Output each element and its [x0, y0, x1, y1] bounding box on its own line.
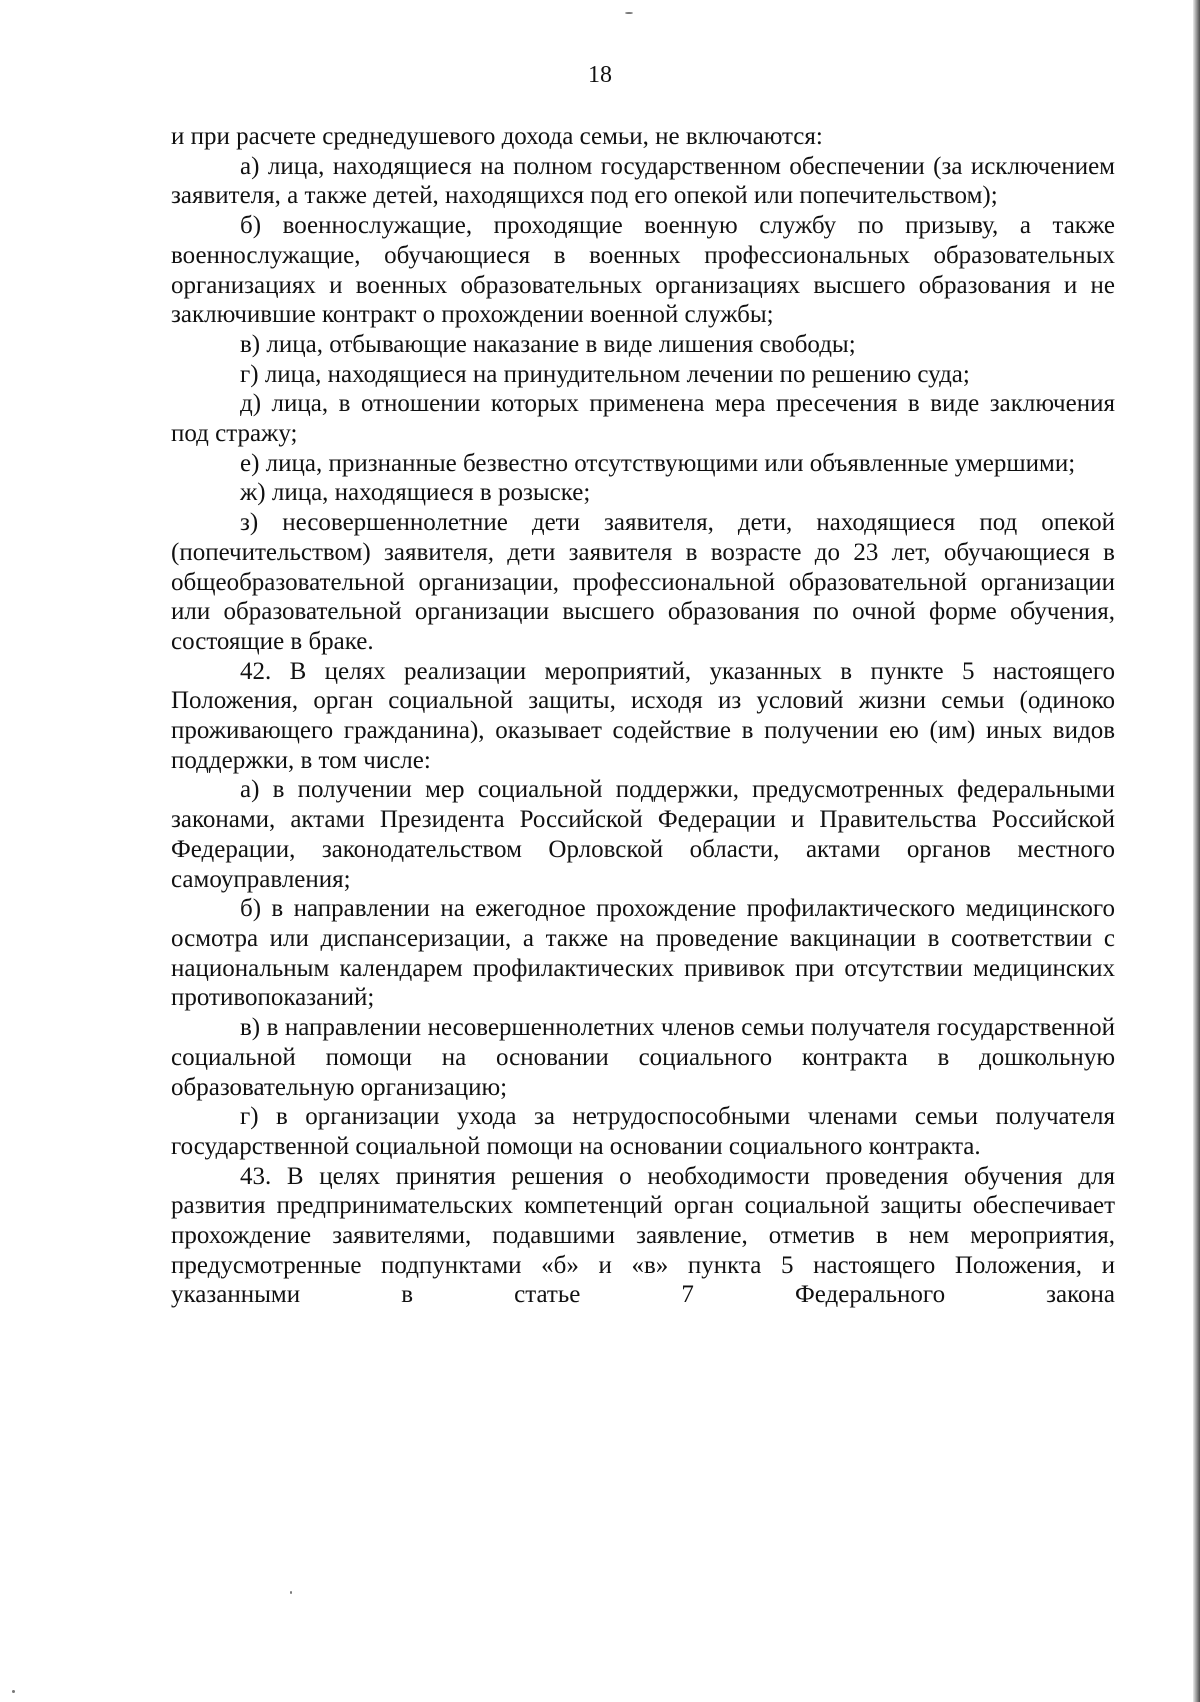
paragraph-42-item-b: б) в направлении на ежегодное прохождение профилактического медицинского осмотра или диспансеризации, а также на проведение вакцинации в соответствии с национальным календарем профилактических прививок при отсутствии медицинских противопоказаний; — [171, 895, 1115, 1012]
paragraph-intro: и при расчете среднедушевого дохода семьи, не включаются: — [171, 123, 823, 150]
paragraph-item-v: в) лица, отбывающие наказание в виде лишения свободы; — [240, 330, 856, 358]
scan-speck — [12, 1690, 15, 1693]
paragraph-item-a: а) лица, находящиеся на полном государственном обеспечении (за исключением заявителя, а также детей, находящихся под его опекой или попечительством); — [171, 152, 1115, 210]
scan-speck — [290, 1591, 292, 1594]
paragraph-item-g: г) лица, находящиеся на принудительном лечении по решению суда; — [240, 360, 970, 388]
paragraph-item-zh: ж) лица, находящиеся в розыске; — [240, 479, 591, 507]
paragraph-item-b: б) военнослужащие, проходящие военную службу по призыву, а также военнослужащие, обучающиеся в военных профессиональных образовательных организациях и военных образовательных организациях высшего образования и не заключившие контракт о прохождении военной службы; — [171, 212, 1115, 329]
scan-edge-shadow — [1193, 0, 1200, 1702]
page-number: 18 — [588, 62, 612, 88]
document-body — [171, 122, 1115, 1310]
paragraph-42-item-g: г) в организации ухода за нетрудоспособными членами семьи получателя государственной социальной помощи на основании социального контракта. — [171, 1103, 1115, 1160]
paragraph-item-z: з) несовершеннолетние дети заявителя, дети, находящиеся под опекой (попечительством) заявителя, дети заявителя в возрасте до 23 лет, обучающиеся в общеобразовательной организации, профессиональной образовательной организации или образовательной организации высшего образования по очной форме обучения, состоящие в браке. — [171, 509, 1115, 655]
paragraph-item-d: д) лица, в отношении которых применена мера пресечения в виде заключения под стражу; — [171, 390, 1115, 448]
paragraph-item-e: е) лица, признанные безвестно отсутствующими или объявленные умершими; — [240, 449, 1076, 477]
paragraph-42-item-v: в) в направлении несовершеннолетних членов семьи получателя государственной социальной помощи на основании социального контракта в дошкольную образовательную организацию; — [171, 1014, 1115, 1101]
paragraph-clause-42: 42. В целях реализации мероприятий, указанных в пункте 5 настоящего Положения, орган социальной защиты, исходя из условий жизни семьи (одиноко проживающего гражданина), оказывает содействие в получении ею (им) иных видов поддержки, в том числе: — [171, 657, 1115, 774]
paragraph-42-item-a: а) в получении мер социальной поддержки, предусмотренных федеральными законами, актами Президента Российской Федерации и Правительства Российской Федерации, законодательством Орловской области, актами органов местного самоуправления; — [171, 776, 1115, 893]
scan-speck — [625, 12, 633, 14]
paragraph-clause-43: 43. В целях принятия решения о необходимости проведения обучения для развития предпринимательских компетенций орган социальной защиты обеспечивает прохождение заявителями, подавшими заявление, отметив в нем мероприятия, предусмотренные подпунктами «б» и «в» пункта 5 настоящего Положения, и указанными в статье 7 Федерального закона — [171, 1162, 1115, 1309]
